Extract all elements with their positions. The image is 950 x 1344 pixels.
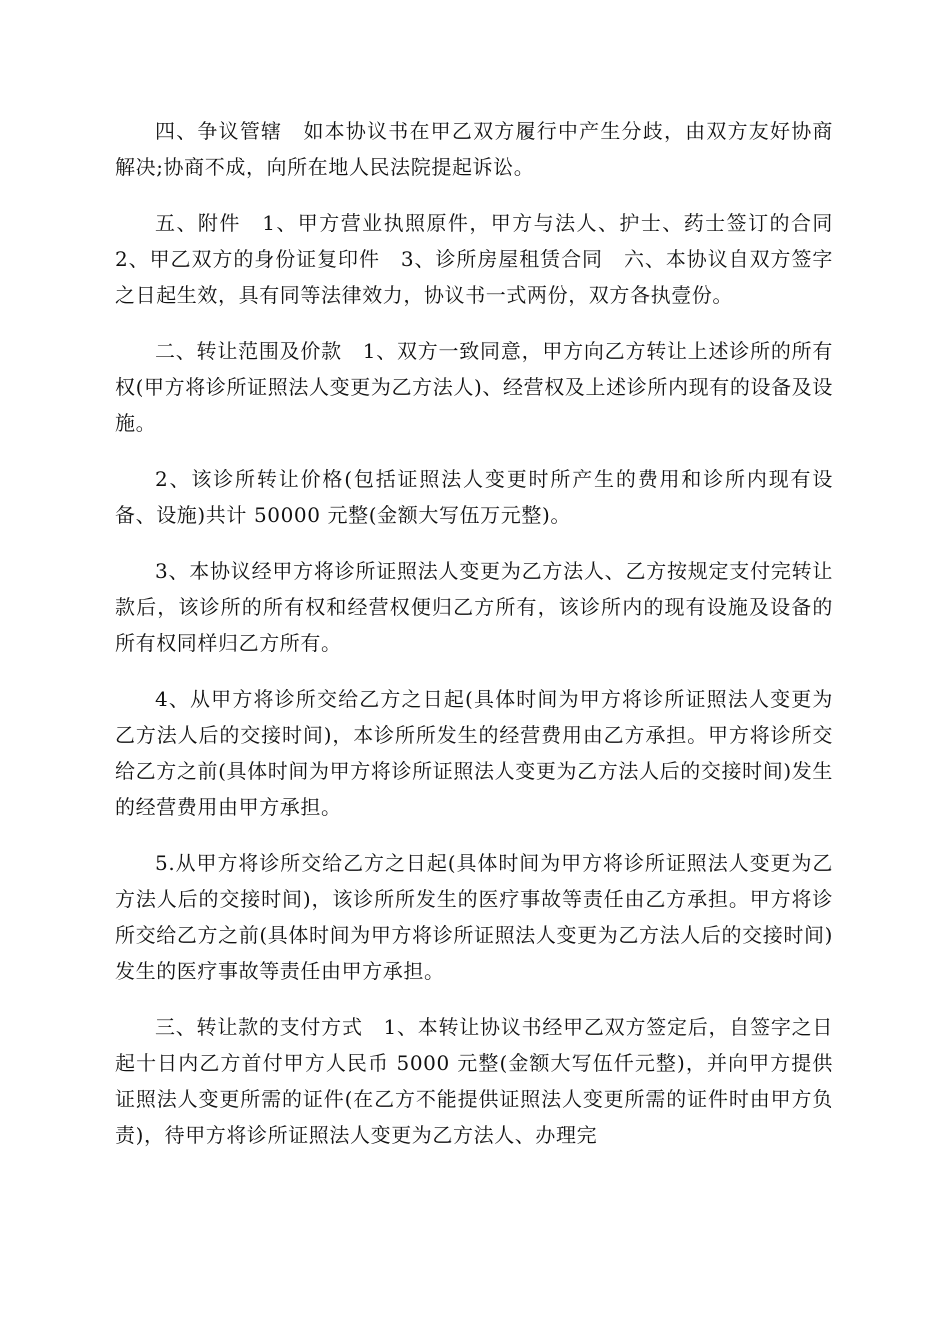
- paragraph-ownership: 3、本协议经甲方将诊所证照法人变更为乙方法人、乙方按规定支付完转让款后，该诊所的所有权和经营权便归乙方所有，该诊所内的现有设施及设备的所有权同样归乙方所有。: [115, 559, 833, 655]
- paragraph-payment-method: 三、转让款的支付方式 1、本转让协议书经甲乙双方签定后，自签字之日起十日内乙方首付甲方人民币 5000 元整(金额大写伍仟元整)，并向甲方提供证照法人变更所需的证件(在乙方不能提供证照法人变更所需的证件时由甲方负责)，待甲方将诊所证照法人变更为乙方法人、办理完: [115, 1015, 833, 1147]
- paragraph-transfer-price: 2、该诊所转让价格(包括证照法人变更时所产生的费用和诊所内现有设备、设施)共计 50000 元整(金额大写伍万元整)。: [115, 467, 833, 527]
- paragraph-transfer-scope: 二、转让范围及价款 1、双方一致同意，甲方向乙方转让上述诊所的所有权(甲方将诊所证照法人变更为乙方法人)、经营权及上述诊所内现有的设备及设施。: [115, 339, 833, 435]
- paragraph-operating-costs: 4、从甲方将诊所交给乙方之日起(具体时间为甲方将诊所证照法人变更为乙方法人后的交接时间)，本诊所所发生的经营费用由乙方承担。甲方将诊所交给乙方之前(具体时间为甲方将诊所证照法人变更为乙方法人后的交接时间)发生的经营费用由甲方承担。: [115, 687, 833, 819]
- paragraph-attachments: 五、附件 1、甲方营业执照原件，甲方与法人、护士、药士签订的合同 2、甲乙双方的身份证复印件 3、诊所房屋租赁合同 六、本协议自双方签字之日起生效，具有同等法律效力，协议书一式两份，双方各执壹份。: [115, 211, 854, 307]
- document-body: [115, 113, 854, 1173]
- paragraph-dispute-jurisdiction: 四、争议管辖 如本协议书在甲乙双方履行中产生分歧，由双方友好协商解决;协商不成，向所在地人民法院提起诉讼。: [115, 119, 833, 179]
- paragraph-liability: 5.从甲方将诊所交给乙方之日起(具体时间为甲方将诊所证照法人变更为乙方法人后的交接时间)，该诊所所发生的医疗事故等责任由乙方承担。甲方将诊所交给乙方之前(具体时间为甲方将诊所证照法人变更为乙方法人后的交接时间)发生的医疗事故等责任由甲方承担。: [115, 851, 833, 983]
